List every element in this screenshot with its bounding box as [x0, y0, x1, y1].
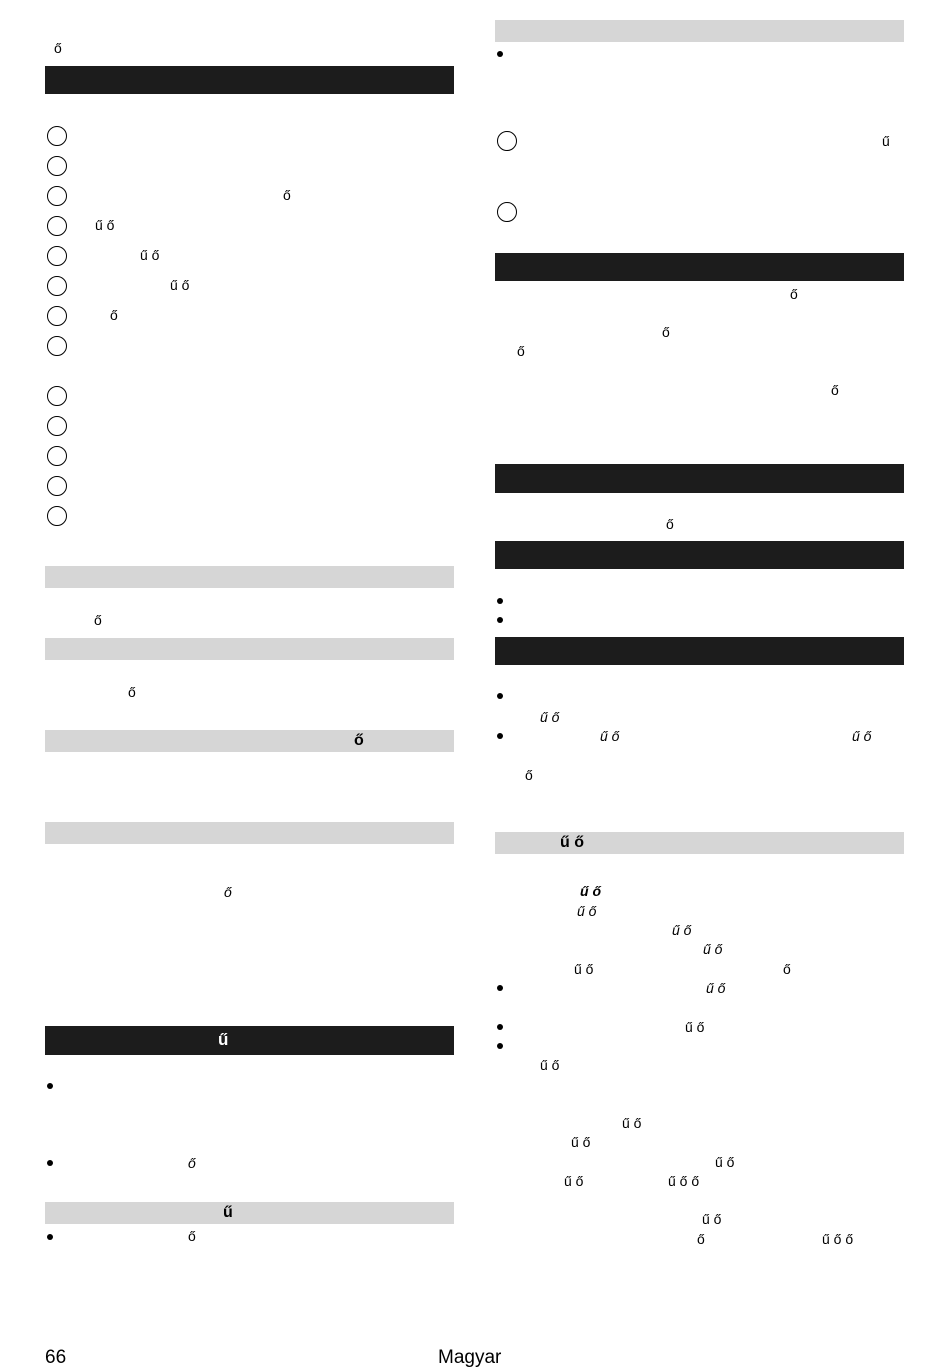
- callout-circle: [47, 336, 67, 356]
- callout-circle: [497, 131, 517, 151]
- body-char: ő: [517, 343, 525, 359]
- subsection-bar: [45, 1202, 454, 1224]
- top-char: ő: [54, 40, 62, 56]
- body-char: ő: [831, 382, 839, 398]
- page-number: 66: [45, 1347, 67, 1368]
- body-char: ű ő: [703, 941, 723, 957]
- bullet: [497, 598, 503, 604]
- bullet: [497, 693, 503, 699]
- callout-circle: [47, 306, 67, 326]
- callout-circle: [47, 506, 67, 526]
- body-char: ű ő: [672, 922, 692, 938]
- callout-circle: [47, 156, 67, 176]
- callout-circle: [47, 186, 67, 206]
- body-char: ő: [666, 516, 674, 532]
- bullet: [497, 617, 503, 623]
- subsection-bar: [45, 730, 454, 752]
- body-char: ű ő: [622, 1115, 642, 1131]
- footer-language: Magyar: [438, 1347, 502, 1368]
- callout-circle: [47, 246, 67, 266]
- callout-circle: [47, 446, 67, 466]
- bullet: [497, 51, 503, 57]
- subsection-title: ő: [354, 732, 364, 749]
- subsection-bar: [495, 832, 904, 854]
- body-char: ő: [697, 1231, 705, 1247]
- body-char: ű ő: [540, 709, 560, 725]
- body-char: ő: [783, 961, 791, 977]
- callout-circle: [47, 476, 67, 496]
- body-char: ű ő: [852, 728, 872, 744]
- section-header-bar: [495, 253, 904, 281]
- body-char: ő: [525, 767, 533, 783]
- body-char: ű ő: [574, 961, 594, 977]
- body-char: ű ő: [540, 1057, 560, 1073]
- body-char: ű ő: [580, 883, 601, 899]
- section-header-bar: [495, 541, 904, 569]
- bullet: [47, 1234, 53, 1240]
- body-char: ű ő: [577, 903, 597, 919]
- callout-circle: [47, 386, 67, 406]
- callout-circle: [47, 276, 67, 296]
- callout-circle: [47, 126, 67, 146]
- body-char: ő: [224, 884, 232, 900]
- callout-circle: [47, 416, 67, 436]
- subsection-bar: [45, 638, 454, 660]
- callout-text: ő: [283, 187, 291, 203]
- section-header-bar: [45, 66, 454, 94]
- body-char: ű ő: [564, 1173, 584, 1189]
- body-char: ű ő ő: [822, 1231, 854, 1247]
- bullet: [497, 1043, 503, 1049]
- callout-circle: [47, 216, 67, 236]
- subsection-bar: [45, 822, 454, 844]
- body-char: ő: [790, 286, 798, 302]
- subsection-bar: [495, 20, 904, 42]
- bullet: [497, 1024, 503, 1030]
- callout-text: ű ő: [140, 247, 160, 263]
- body-char: ű ő: [600, 728, 620, 744]
- body-char: ű ő: [702, 1211, 722, 1227]
- body-char: ű ő: [685, 1019, 705, 1035]
- body-char: ő: [662, 324, 670, 340]
- callout-text: ű: [882, 133, 890, 149]
- body-char: ű ő: [706, 980, 726, 996]
- bullet: [47, 1160, 53, 1166]
- subsection-title: ű ő: [560, 834, 584, 851]
- section-header-bar: [495, 637, 904, 665]
- bullet: [497, 733, 503, 739]
- section-header-bar: [495, 464, 904, 493]
- section-header-bar: [45, 1026, 454, 1055]
- body-char: ű ő: [571, 1134, 591, 1150]
- bullet: [497, 985, 503, 991]
- callout-text: ő: [110, 307, 118, 323]
- body-char: ő: [94, 612, 102, 628]
- subsection-title: ű: [223, 1204, 233, 1221]
- section-title: ű: [218, 1030, 229, 1049]
- callout-circle: [497, 202, 517, 222]
- subsection-bar: [45, 566, 454, 588]
- body-char: ő: [188, 1155, 196, 1171]
- body-char: ű ő ő: [668, 1173, 700, 1189]
- bullet: [47, 1083, 53, 1089]
- body-char: ő: [188, 1228, 196, 1244]
- callout-text: ű ő: [95, 217, 115, 233]
- body-char: ű ő: [715, 1154, 735, 1170]
- callout-text: ű ő: [170, 277, 190, 293]
- body-char: ő: [128, 684, 136, 700]
